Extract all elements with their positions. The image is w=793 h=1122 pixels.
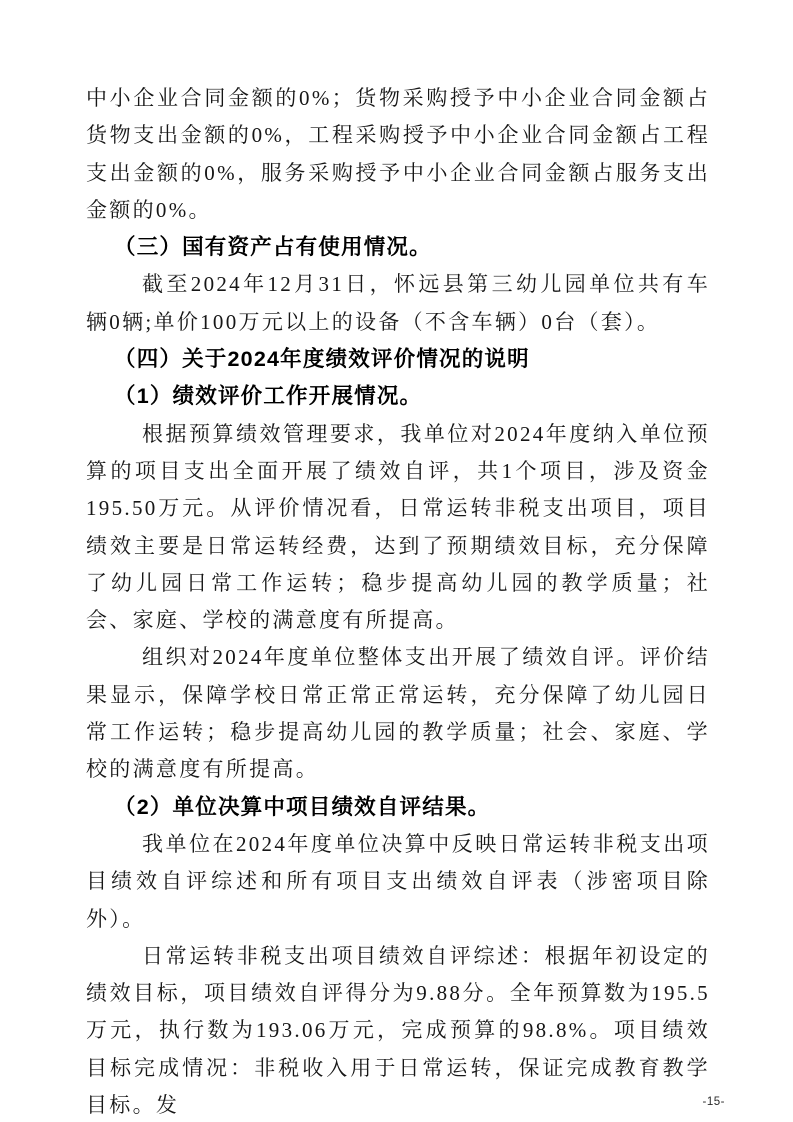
body-paragraph: 我单位在2024年度单位决算中反映日常运转非税支出项目绩效自评综述和所有项目支出绩效自评表（涉密项目除外）。 [86, 831, 710, 931]
body-paragraph: 根据预算绩效管理要求，我单位对2024年度纳入单位预算的项目支出全面开展了绩效自评，共1个项目，涉及资金195.50万元。从评价情况看，日常运转非税支出项目，项目绩效主要是日常运转经费，达到了预期绩效目标，充分保障了幼儿园日常工作运转；稳步提高幼儿园的教学质量；社会、家庭、学校的满意度有所提高。 [86, 421, 710, 633]
section-heading: （三）国有资产占有使用情况。 [114, 235, 432, 260]
body-paragraph: 中小企业合同金额的0%；货物采购授予中小企业合同金额占货物支出金额的0%，工程采购授予中小企业合同金额占工程支出金额的0%，服务采购授予中小企业合同金额占服务支出金额的0%。 [86, 86, 710, 222]
body-paragraph: 日常运转非税支出项目绩效自评综述：根据年初设定的绩效目标，项目绩效自评得分为9.88分。全年预算数为195.5万元，执行数为193.06万元，完成预算的98.8%。项目绩效目标完成情况：非税收入用于日常运转，保证完成教育教学目标。发 [86, 943, 710, 1118]
body-paragraph: 组织对2024年度单位整体支出开展了绩效自评。评价结果显示，保障学校日常正常正常运转，充分保障了幼儿园日常工作运转；稳步提高幼儿园的教学质量；社会、家庭、学校的满意度有所提高。 [86, 645, 710, 782]
section-heading: （1）绩效评价工作开展情况。 [114, 384, 423, 409]
section-heading: （四）关于2024年度绩效评价情况的说明 [114, 347, 530, 372]
section-heading: （2）单位决算中项目绩效自评结果。 [114, 794, 491, 819]
body-paragraph: 截至2024年12月31日，怀远县第三幼儿园单位共有车辆0辆;单价100万元以上的设备（不含车辆）0台（套）。 [86, 272, 710, 334]
document-content [86, 80, 710, 1122]
page-number: -15- [702, 1096, 725, 1108]
